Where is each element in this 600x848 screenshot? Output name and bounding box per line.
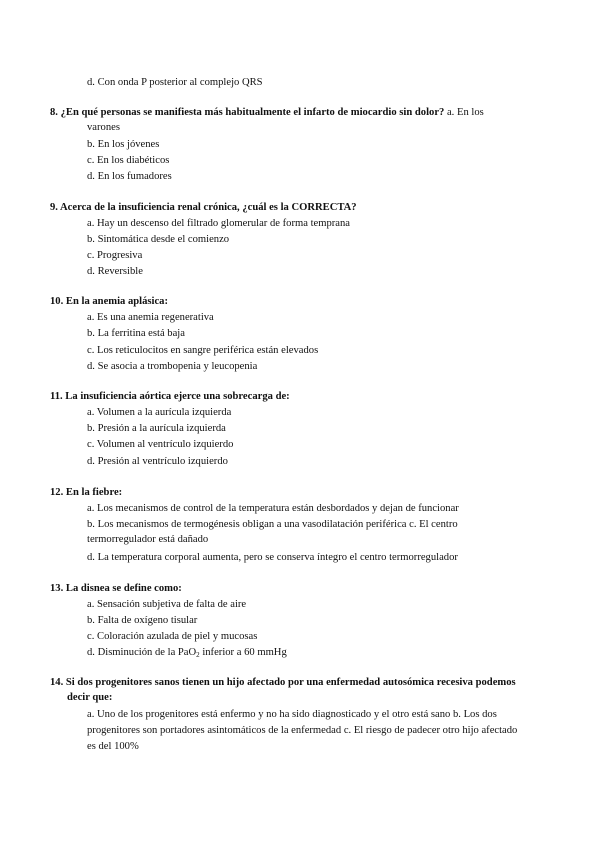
- question-13-option-a: a. Sensación subjetiva de falta de aire: [87, 599, 247, 610]
- question-9-option-a: a. Hay un descenso del filtrado glomerular de forma temprana: [87, 218, 350, 229]
- question-9-option-d: d. Reversible: [87, 266, 143, 277]
- question-11-option-a: a. Volumen a la aurícula izquierda: [87, 407, 232, 418]
- question-13-stem: 13. La disnea se define como:: [50, 583, 182, 594]
- question-9-option-b: b. Sintomática desde el comienzo: [87, 234, 230, 245]
- question-10-stem: 10. En la anemia aplásica:: [50, 296, 169, 307]
- question-12-option-c-cont: termorregulador está dañado: [87, 534, 209, 545]
- question-12-option-d: d. La temperatura corporal aumenta, pero se conserva íntegro el centro termorregulador: [87, 552, 458, 563]
- question-11-option-b: b. Presión a la aurícula izquierda: [87, 423, 226, 434]
- question-10-option-c: c. Los reticulocitos en sangre periférica están elevados: [87, 345, 319, 356]
- question-13-option-d: [87, 646, 287, 662]
- question-14-option-line1: a. Uno de los progenitores está enfermo y no ha sido diagnosticado y el otro está sano b. Los dos: [87, 709, 497, 720]
- question-8-option-b: b. En los jóvenes: [87, 139, 160, 150]
- question-13-option-c: c. Coloración azulada de piel y mucosas: [87, 631, 258, 642]
- question-8-option-c: c. En los diabéticos: [87, 155, 170, 166]
- question-8-stem: 8. ¿En qué personas se manifiesta más habitualmente el infarto de miocardio sin dolor?: [50, 107, 445, 118]
- question-8: [50, 106, 484, 119]
- question-14-stem-cont: decir que:: [67, 692, 113, 703]
- prev-option-d: d. Con onda P posterior al complejo QRS: [87, 77, 263, 88]
- question-9-option-c: c. Progresiva: [87, 250, 143, 261]
- question-14-option-line2: progenitores son portadores asintomáticos de la enfermedad c. El riesgo de padecer otro hijo afectado: [87, 725, 518, 736]
- question-10-option-d: d. Se asocia a trombopenia y leucopenia: [87, 361, 258, 372]
- question-14-stem: 14. Si dos progenitores sanos tienen un hijo afectado por una enfermedad autosómica recesiva podemos: [50, 677, 516, 688]
- question-12-stem: 12. En la fiebre:: [50, 487, 123, 498]
- question-14-option-line3: es del 100%: [87, 741, 139, 752]
- question-11-stem: 11. La insuficiencia aórtica ejerce una sobrecarga de:: [50, 391, 290, 402]
- question-12-option-a: a. Los mecanismos de control de la temperatura están desbordados y dejan de funcionar: [87, 503, 459, 514]
- question-13-option-b: b. Falta de oxígeno tisular: [87, 615, 198, 626]
- question-11-option-d: d. Presión al ventrículo izquierdo: [87, 456, 228, 467]
- question-8-option-a: a. En los: [446, 107, 484, 118]
- question-13-option-d-suffix: inferior a 60 mmHg: [199, 647, 287, 658]
- question-11-option-c: c. Volumen al ventrículo izquierdo: [87, 439, 234, 450]
- question-10-option-b: b. La ferritina está baja: [87, 328, 185, 339]
- question-12-option-b: b. Los mecanismos de termogénesis obligan a una vasodilatación periférica c. El centro: [87, 519, 458, 530]
- subscript-2: 2: [196, 651, 200, 659]
- question-10-option-a: a. Es una anemia regenerativa: [87, 312, 214, 323]
- question-8-option-d: d. En los fumadores: [87, 171, 172, 182]
- question-9-stem: 9. Acerca de la insuficiencia renal crónica, ¿cuál es la CORRECTA?: [50, 202, 357, 213]
- question-13-option-d-text: d. Disminución de la PaO: [87, 647, 197, 658]
- question-8-option-a-cont: varones: [87, 122, 120, 133]
